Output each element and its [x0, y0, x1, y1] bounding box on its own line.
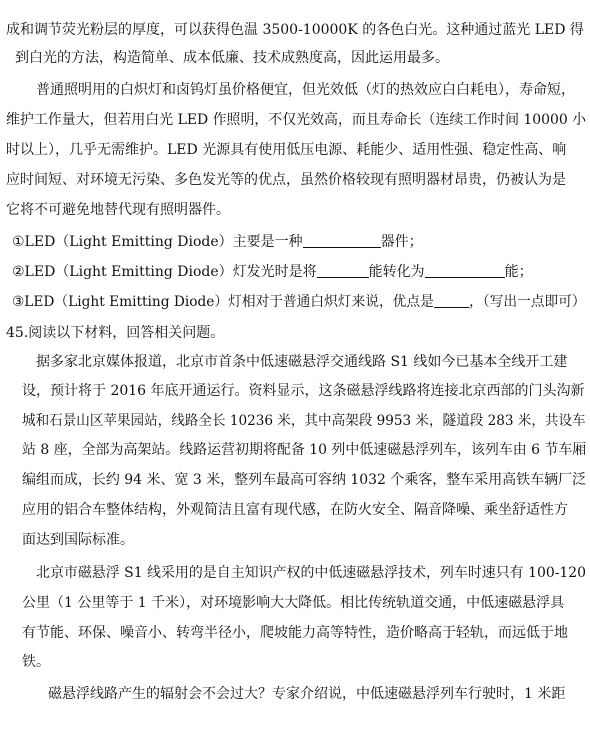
text-line: 普通照明用的白炽灯和卤钨灯虽价格便宜，但光效低（灯的热效应白白耗电），寿命短， [36, 82, 575, 98]
question-text: 器件； [380, 234, 423, 250]
text-line: 据多家北京媒体报道，北京市首条中低速磁悬浮交通线路 S1 线如今已基本全线开工建 [36, 354, 568, 370]
question-45-heading: 45.阅读以下材料，回答相关问题。 [6, 325, 225, 341]
answer-blank[interactable] [303, 233, 381, 248]
question-text: 能转化为 [368, 264, 425, 280]
text-line: 城和石景山区苹果园站，线路全长 10236 米，其中高架段 9953 米，隧道段 283 米，共设车 [22, 413, 586, 429]
question-text: ，（写出一点即可） [469, 294, 586, 310]
answer-blank[interactable] [317, 263, 369, 278]
text-line: 面达到国际标准。 [22, 532, 134, 548]
text-line: 它将不可避免地替代现有照明器件。 [6, 202, 230, 218]
question-text: 能； [504, 264, 533, 280]
question-text: ②LED（Light Emitting Diode）灯发光时是将 [12, 264, 317, 280]
question-3 [12, 292, 586, 312]
question-2 [12, 262, 533, 282]
text-line: 应时间短、对环境无污染、多色发光等的优点，虽然价格较现有照明器材昂贵，仍被认为是 [6, 172, 566, 188]
text-line: 维护工作量大，但若用白光 LED 作照明，不仅光效高，而且寿命长（连续工作时间 10000 小 [6, 112, 587, 128]
answer-blank[interactable] [425, 263, 505, 278]
text-line: 时以上），几乎无需维护。LED 光源具有使用低压电源、耗能少、适用性强、稳定性高、响 [6, 142, 567, 158]
text-line: 公里（1 公里等于 1 千米），对环境影响大大降低。相比传统轨道交通，中低速磁悬浮具 [22, 595, 565, 611]
text-line: 到白光的方法，构造简单、成本低廉、技术成熟度高，因此运用最多。 [15, 50, 449, 66]
question-1 [12, 232, 423, 252]
text-line: 北京市磁悬浮 S1 线采用的是自主知识产权的中低速磁悬浮技术，列车时速只有 100-120 [36, 565, 587, 581]
answer-blank[interactable] [434, 293, 469, 308]
text-line: 站 8 座，全部为高架站。线路运营初期将配备 10 列中低速磁悬浮列车，该列车由 6 节车厢 [22, 442, 587, 458]
text-line: 有节能、环保、噪音小、转弯半径小，爬坡能力高等特性，造价略高于轻轨，而远低于地 [22, 625, 568, 641]
text-line: 设，预计将于 2016 年底开通运行。资料显示，这条磁悬浮线路将连接北京西部的门头沟新 [22, 383, 585, 399]
question-text: ①LED（Light Emitting Diode）主要是一种 [12, 234, 303, 250]
text-line: 应用的铝合车整体结构，外观简洁且富有现代感，在防火安全、隔音降噪、乘坐舒适性方 [22, 502, 568, 518]
text-line: 磁悬浮线路产生的辐射会不会过大？专家介绍说，中低速磁悬浮列车行驶时，1 米距 [48, 686, 566, 702]
question-text: ③LED（Light Emitting Diode）灯相对于普通白炽灯来说，优点是 [12, 294, 434, 310]
text-line: 成和调节荧光粉层的厚度，可以获得色温 3500-10000K 的各色白光。这种通过蓝光 LED 得 [6, 22, 584, 38]
text-line: 编组而成，长约 94 米、宽 3 米，整列车最高可容纳 1032 个乘客，整车采用高铁车辆厂泛 [22, 472, 587, 488]
text-line: 铁。 [22, 654, 50, 670]
